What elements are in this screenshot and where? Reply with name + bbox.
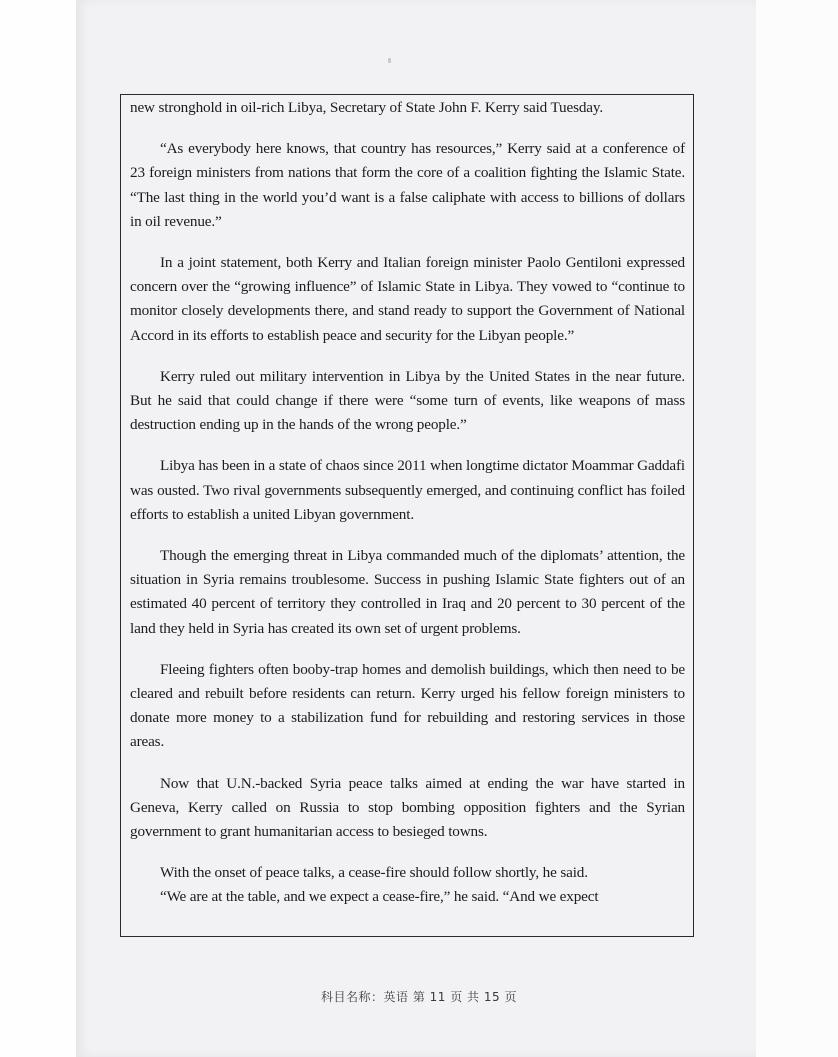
- passage-paragraph-syria-situation: Though the emerging threat in Libya commanded much of the diplomats’ attention, the situation in Syria remains troublesome. Success in pushing Islamic State fighters out of an estimated 40 percent of territory they controlled in Iraq and 20 percent to 30 percent of the land they held in Syria has created its own set of urgent problems.: [130, 547, 685, 637]
- passage-paragraph-kerry-quote: “As everybody here knows, that country has resources,” Kerry said at a conference of 23 foreign ministers from nations that form the core of a coalition fighting the Islamic State. “The last thing in the world you’d want is a false caliphate with access to billions of dollars in oil revenue.”: [130, 140, 685, 230]
- passage-paragraph-libya-chaos: Libya has been in a state of chaos since 2011 when longtime dictator Moammar Gaddafi was ousted. Two rival governments subsequently emerged, and continuing conflict has foiled efforts to establish a united Libyan government.: [130, 457, 685, 523]
- passage-line-continuation: new stronghold in oil-rich Libya, Secretary of State John F. Kerry said Tuesday.: [130, 99, 603, 116]
- passage-paragraph-military-intervention: Kerry ruled out military intervention in Libya by the United States in the near future. But he said that could change if there were “some turn of events, like weapons of mass destruction ending up in the hands of the wrong people.”: [130, 367, 685, 434]
- passage-paragraph-stabilization-fund: Fleeing fighters often booby-trap homes and demolish buildings, which then need to be cleared and rebuilt before residents can return. Kerry urged his fellow foreign ministers to donate more money to a stabilization fund for rebuilding and restoring services in those areas.: [130, 660, 685, 751]
- scan-speck: [388, 58, 391, 63]
- passage-paragraph-table-quote: “We are at the table, and we expect a cease-fire,” he said. “And we expect: [160, 888, 599, 906]
- reading-passage-box: [120, 94, 694, 937]
- passage-paragraph-joint-statement: In a joint statement, both Kerry and Italian foreign minister Paolo Gentiloni expressed concern over the “growing influence” of Islamic State in Libya. They vowed to “continue to monitor closely developments there, and stand ready to support the Government of National Accord in its efforts to establish peace and security for the Libyan people.”: [130, 254, 685, 344]
- passage-paragraph-cease-fire: With the onset of peace talks, a cease-fire should follow shortly, he said.: [160, 864, 588, 882]
- page-margin-right: [756, 0, 838, 1057]
- page-footer: 科目名称：英语 第 11 页 共 15 页: [321, 990, 517, 1004]
- passage-paragraph-geneva-talks: Now that U.N.-backed Syria peace talks aimed at ending the war have started in Geneva, Kerry called on Russia to stop bombing opposition fighters and the Syrian government to grant humanitarian access to besieged towns.: [130, 774, 685, 841]
